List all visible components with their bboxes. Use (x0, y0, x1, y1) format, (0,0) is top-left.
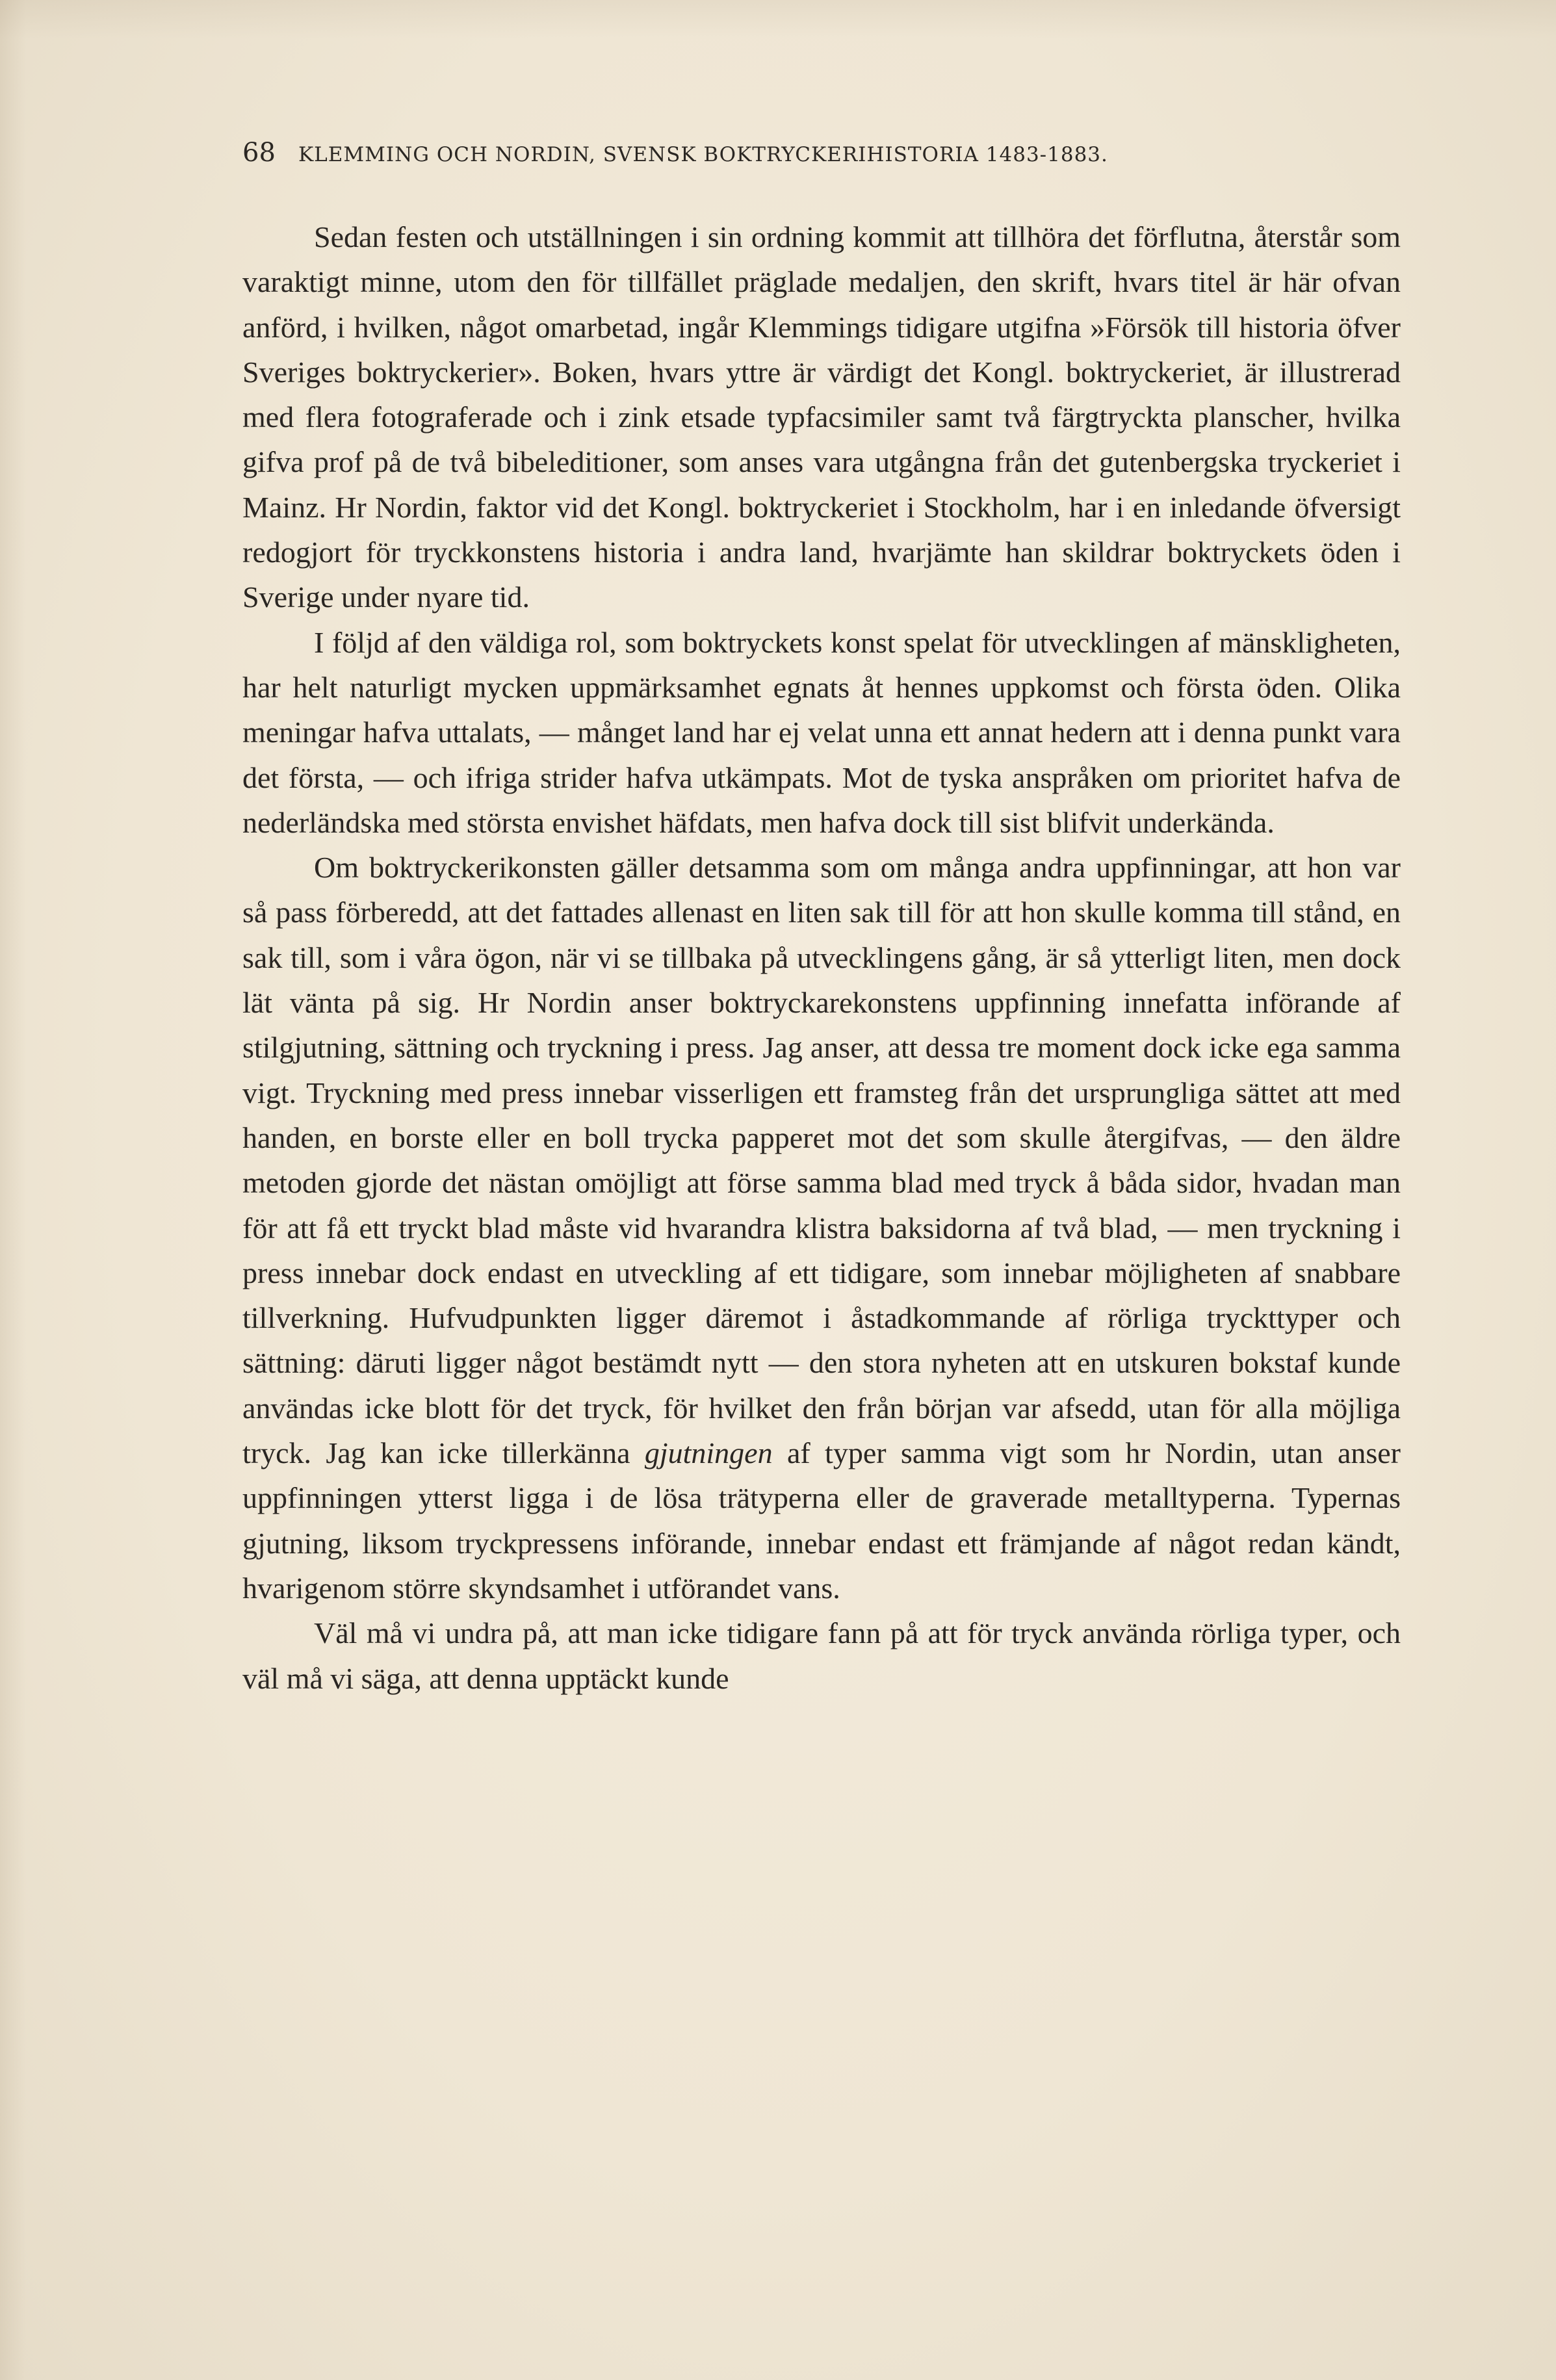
paragraph-4: Väl må vi undra på, att man icke tidigare fann på att för tryck använda rörliga typer, och väl må vi säga, att denna upptäckt kunde (242, 1616, 1401, 1695)
paragraph-3-part-2: af typer samma vigt som hr Nordin, utan anser uppfinningen ytterst ligga i de lösa trätyperna eller de graverade metalltyperna. Typernas gjutning, liksom tryckpressens införande, innebar endast ett främjande af något redan kändt, hvarigenom större skyndsamhet i utförandet vans. (242, 1436, 1401, 1605)
paragraph-2: I följd af den väldiga rol, som boktryckets konst spelat för utvecklingen af mänskligheten, har helt naturligt mycken uppmärksamhet egnats åt hennes uppkomst och första öden. Olika meningar hafva uttalats, — månget land har ej velat unna ett annat hedern att i denna punkt vara det första, — och ifriga strider hafva utkämpats. Mot de tyska anspråken om prioritet hafva de nederländska med största envishet häfdats, men hafva dock till sist blifvit underkända. (242, 625, 1401, 839)
italic-word: gjutningen (644, 1436, 773, 1470)
running-header (242, 138, 1308, 174)
page-left-shading (0, 0, 26, 2380)
running-title: KLEMMING OCH NORDIN, SVENSK BOKTRYCKERIHISTORIA 1483-1883. (298, 143, 1108, 166)
paragraph-1: Sedan festen och utställningen i sin ordning kommit att tillhöra det förflutna, återstår som varaktigt minne, utom den för tillfället präglade medaljen, den skrift, hvars titel är här ofvan anförd, i hvilken, något omarbetad, ingår Klemmings tidigare utgifna »Försök till historia öfver Sveriges boktryckerier». Boken, hvars yttre är värdigt det Kongl. boktryckeriet, är illustrerad med flera fotograferade och i zink etsade typfacsimiler samt två färgtryckta planscher, hvilka gifva prof på de två bibeleditioner, som anses vara utgångna från det gutenbergska tryckeriet i Mainz. Hr Nordin, faktor vid det Kongl. boktryckeriet i Stockholm, har i en inledande öfversigt redogjort för tryckkonstens historia i andra land, hvarjämte han skildrar boktryckets öden i Sverige under nyare tid. (242, 220, 1401, 614)
body-text (242, 214, 1401, 1701)
page-number: 68 (242, 138, 276, 168)
paragraph-3-part-1: Om boktryckerikonsten gäller detsamma som om många andra uppfinningar, att hon var så pass förberedd, att det fattades allenast en liten sak till för att hon skulle komma till stånd, en sak till, som i våra ögon, när vi se tillbaka på utvecklingens gång, är så ytterligt liten, men dock lät vänta på sig. Hr Nordin anser boktryckarekonstens uppfinning innefatta införande af stilgjutning, sättning och tryckning i press. Jag anser, att dessa tre moment dock icke ega samma vigt. Tryckning med press innebar visserligen ett framsteg från det ursprungliga sättet att med handen, en borste eller en boll trycka papperet mot det som skulle återgifvas, — den äldre metoden gjorde det nästan omöjligt att förse samma blad med tryck å båda sidor, hvadan man för att få ett tryckt blad måste vid hvarandra klistra baksidorna af två blad, — men tryckning i press innebar dock endast en utveckling af ett tidigare, som innebar möjligheten af snabbare tillverkning. Hufvudpunkten ligger däremot i åstadkommande af rörliga tryckttyper och sättning: däruti ligger något bestämdt nytt — den stora nyheten att en utskuren bokstaf kunde användas icke blott för det tryck, för hvilket den från början var afsedd, utan för alla möjliga tryck. Jag kan icke tillerkänna (242, 851, 1401, 1470)
page-top-shading (0, 0, 1556, 39)
paragraph-3 (242, 845, 1401, 1610)
